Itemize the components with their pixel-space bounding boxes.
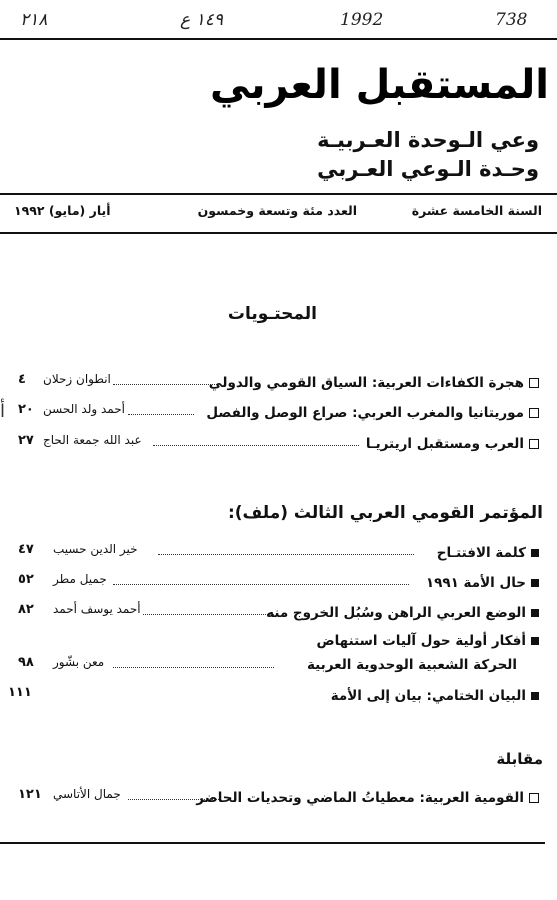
bullet-icon bbox=[531, 549, 539, 557]
toc-title: القومية العربية: معطياتُ الماضي وتحديات الحاضر bbox=[196, 790, 524, 806]
bottom-rule bbox=[0, 842, 545, 844]
toc-author: عبد الله جمعة الحاج bbox=[43, 433, 142, 447]
journal-logo: المستقبل العربي bbox=[209, 62, 549, 108]
toc-author: معن بشّور bbox=[53, 655, 105, 669]
margin-pen-mark: ﺃ bbox=[0, 401, 6, 422]
dot-leader bbox=[128, 799, 219, 800]
toc-page: ٤ bbox=[18, 372, 26, 387]
bullet-icon bbox=[531, 609, 539, 617]
checkbox-icon bbox=[529, 378, 539, 388]
toc-item[interactable] bbox=[8, 685, 539, 708]
toc-title: العرب ومستقبل اريتريـا bbox=[365, 436, 524, 452]
interview-heading: مقابلة bbox=[496, 750, 543, 768]
dot-leader bbox=[113, 667, 274, 668]
issue-date: أيار (مايو) ١٩٩٢ bbox=[14, 203, 111, 218]
toc-item[interactable] bbox=[18, 602, 539, 625]
toc-title: كلمة الافتتـاح bbox=[436, 545, 526, 561]
toc-page: ٤٧ bbox=[18, 542, 34, 557]
toc-item[interactable] bbox=[18, 572, 539, 595]
toc-page: ١١١ bbox=[8, 685, 32, 700]
top-rule bbox=[0, 38, 557, 40]
toc-author: انطوان زحلان bbox=[43, 372, 111, 386]
toc-author: أحمد ولد الحسن bbox=[43, 402, 125, 416]
contents-heading: المحتـويات bbox=[227, 304, 317, 324]
toc-title: هجرة الكفاءات العربية: السياق القومي والدولي bbox=[208, 375, 524, 391]
toc-item[interactable] bbox=[18, 372, 539, 395]
toc-title: الوضع العربي الراهن وسُبُل الخروج منه bbox=[266, 605, 526, 621]
toc-author: أحمد يوسف أحمد bbox=[53, 602, 141, 616]
toc-page: ١٢١ bbox=[18, 787, 42, 802]
toc-item[interactable] bbox=[18, 433, 539, 456]
dot-leader bbox=[113, 584, 409, 585]
issue-year: السنة الخامسة عشرة bbox=[411, 203, 542, 218]
toc-page: ٨٢ bbox=[18, 602, 34, 617]
toc-item[interactable] bbox=[18, 787, 539, 810]
conference-heading: المؤتمر القومي العربي الثالث (ملف): bbox=[227, 503, 543, 523]
checkbox-icon bbox=[529, 408, 539, 418]
masthead-rule bbox=[0, 193, 557, 195]
handwritten-number-4: 738 bbox=[495, 10, 528, 30]
toc-item[interactable] bbox=[18, 542, 539, 565]
issue-rule bbox=[0, 232, 557, 234]
dot-leader bbox=[158, 554, 414, 555]
toc-page: ٩٨ bbox=[18, 655, 34, 670]
bullet-icon bbox=[531, 692, 539, 700]
dot-leader bbox=[113, 384, 219, 385]
toc-item[interactable] bbox=[18, 633, 539, 653]
toc-page: ٢٠ bbox=[18, 402, 34, 417]
checkbox-icon bbox=[529, 439, 539, 449]
handwritten-number-1: ٢١٨ bbox=[20, 10, 48, 30]
toc-title: أفكار أولية حول آليات استنهاض bbox=[316, 633, 526, 649]
bullet-icon bbox=[531, 579, 539, 587]
bullet-icon bbox=[531, 637, 539, 645]
toc-title: البيان الختامي: بيان إلى الأمة bbox=[330, 688, 526, 704]
toc-item[interactable] bbox=[18, 402, 539, 425]
toc-page: ٥٢ bbox=[18, 572, 34, 587]
dot-leader bbox=[153, 445, 359, 446]
toc-author: جمال الأتاسي bbox=[53, 787, 121, 801]
issue-number: العدد مئة وتسعة وخمسون bbox=[197, 203, 357, 218]
handwritten-year: 1992 bbox=[340, 10, 384, 30]
toc-page: ٢٧ bbox=[18, 433, 34, 448]
slogan-line-2: وحـدة الـوعي العـربي bbox=[317, 157, 539, 181]
handwritten-number-2: ١٤٩ ع bbox=[180, 10, 223, 30]
checkbox-icon bbox=[529, 793, 539, 803]
toc-author: جميل مطر bbox=[53, 572, 107, 586]
toc-item-continuation bbox=[18, 655, 539, 678]
slogan-line-1: وعي الـوحدة العـربيـة bbox=[317, 128, 539, 152]
dot-leader bbox=[143, 614, 274, 615]
dot-leader bbox=[128, 414, 194, 415]
toc-subtitle: الحركة الشعبية الوحدوية العربية bbox=[306, 657, 517, 673]
toc-title: حال الأمة ١٩٩١ bbox=[425, 575, 526, 591]
toc-author: خير الدين حسيب bbox=[53, 542, 138, 556]
toc-title: موريتانيا والمغرب العربي: صراع الوصل والفصل bbox=[206, 405, 524, 421]
